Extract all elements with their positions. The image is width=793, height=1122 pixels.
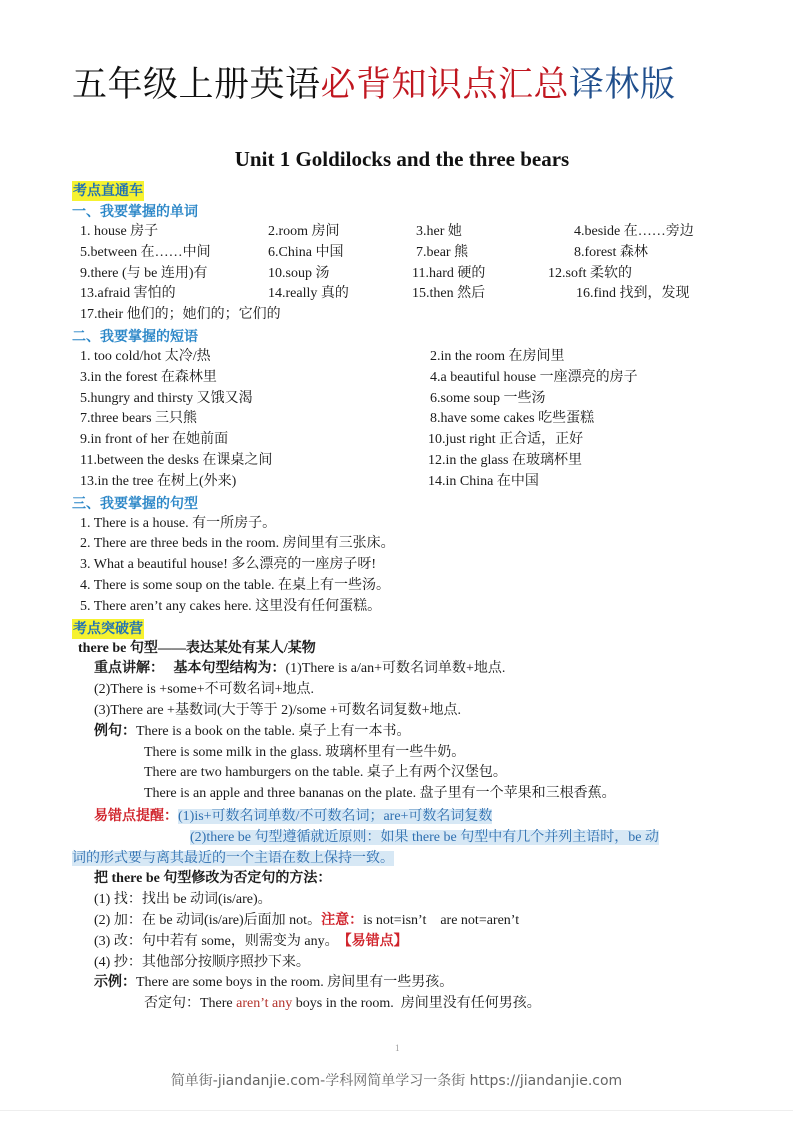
word-list — [72, 222, 732, 326]
word-item: 4.beside 在……旁边 — [574, 224, 694, 239]
page-title — [72, 62, 676, 108]
phrase-item: 9.in front of her 在她前面 — [80, 432, 229, 448]
words-heading: 一、我要掌握的单词 — [72, 204, 198, 220]
word-row — [72, 222, 732, 243]
step-item: (2) 加：在 be 动词(is/are)后面加 not。 — [94, 912, 322, 928]
example-sentence: There are two hamburgers on the table. 桌子上有两个汉堡包。 — [144, 765, 507, 781]
word-item: 3.her 她 — [416, 224, 462, 239]
word-row — [72, 243, 732, 264]
key-label: 重点讲解： — [94, 661, 164, 677]
word-item: 8.forest 森林 — [574, 244, 648, 260]
mistake-tag: 【易错点】 — [344, 933, 408, 949]
sentence-item: 3. What a beautiful house! 多么漂亮的一座房子呀! — [80, 557, 377, 573]
phrase-item: 13.in the tree 在树上(外来) — [80, 473, 237, 489]
page-number: 1 — [395, 1043, 400, 1053]
key-points — [72, 659, 732, 848]
word-item: 12.soft 柔软的 — [548, 265, 632, 281]
document-body — [72, 138, 732, 1015]
title-topic: 必背知识点汇总 — [320, 65, 570, 105]
footer-divider — [0, 1110, 793, 1111]
word-item: 2.room 房间 — [268, 224, 340, 239]
note-text: is not=isn’t are not=aren’t — [363, 912, 520, 928]
word-item: 17.their 他们的；她们的；它们的 — [80, 307, 281, 323]
phrase-item: 1. too cold/hot 太冷/热 — [80, 348, 211, 364]
phrase-item: 7.three bears 三只熊 — [80, 411, 198, 427]
word-item: 16.find 找到，发现 — [576, 286, 690, 302]
warning-rule-2-cont: 词的形式要与离其最近的一个主语在数上保持一致。 — [72, 850, 394, 866]
examples-label: 例句： — [94, 723, 136, 739]
watermark: 简单街-jiandanjie.com-学科网简单学习一条街 https://jiandanjie.com — [170, 1073, 623, 1089]
sentence-item: 4. There is some soup on the table. 在桌上有一些汤。 — [80, 577, 391, 593]
phrases-heading: 二、我要掌握的短语 — [72, 328, 198, 345]
phrase-row — [72, 472, 732, 493]
phrase-row — [72, 389, 732, 410]
word-item: 10.soup 汤 — [268, 265, 330, 281]
sentence-item: 1. There is a house. 有一所房子。 — [80, 515, 277, 531]
demo-neg-label: 否定句： — [144, 996, 200, 1012]
demo-sentence: There are some boys in the room. 房间里有一些男孩。 — [136, 975, 454, 991]
word-item: 15.then 然后 — [412, 286, 486, 302]
step-item: (3) 改：句中若有 some，则需变为 any。 — [94, 933, 339, 949]
example-sentence: There is an apple and three bananas on the plate. 盘子里有一个苹果和三根香蕉。 — [144, 786, 616, 802]
word-item: 11.hard 硬的 — [412, 265, 486, 281]
word-row — [72, 305, 732, 326]
phrase-row — [72, 409, 732, 430]
demo-neg-pre: There — [200, 996, 237, 1012]
negation-heading: 把 there be 句型修改为否定句的方法： — [94, 871, 332, 887]
phrase-item: 10.just right 正合适，正好 — [428, 432, 584, 448]
section-label-tupo: 考点突破营 — [73, 620, 143, 637]
word-item: 14.really 真的 — [268, 286, 349, 302]
demo-neg-post: boys in the room. 房间里没有任何男孩。 — [292, 996, 541, 1012]
phrase-item: 6.some soup 一些汤 — [430, 390, 546, 406]
phrase-item: 8.have some cakes 吃些蛋糕 — [430, 411, 595, 427]
word-row — [72, 264, 732, 285]
word-item: 1. house 房子 — [80, 224, 159, 239]
unit-title: Unit 1 Goldilocks and the three bears — [234, 147, 570, 171]
phrase-list — [72, 347, 732, 493]
word-item: 6.China 中国 — [268, 244, 344, 260]
phrase-item: 2.in the room 在房间里 — [430, 348, 565, 364]
phrase-row — [72, 430, 732, 451]
word-item: 7.bear 熊 — [416, 244, 469, 260]
example-sentence: There is some milk in the glass. 玻璃杯里有一些牛奶。 — [144, 744, 466, 760]
phrase-item: 11.between the desks 在课桌之间 — [80, 452, 273, 468]
warning-rule-2: (2)there be 句型遵循就近原则：如果 there be 句型中有几个并列主语时，be 动 — [190, 829, 659, 845]
phrase-item: 14.in China 在中国 — [428, 473, 539, 489]
key-structure-label: 基本句型结构为： — [173, 661, 286, 677]
sentence-item: 2. There are three beds in the room. 房间里有三张床。 — [80, 536, 395, 552]
word-item: 13.afraid 害怕的 — [80, 286, 176, 302]
phrase-row — [72, 451, 732, 472]
sentences-heading: 三、我要掌握的句型 — [72, 495, 198, 512]
word-item: 9.there (与 be 连用)有 — [80, 265, 208, 281]
word-row — [72, 284, 732, 305]
note-label: 注意： — [321, 912, 364, 928]
demo-neg-highlight: aren’t any — [236, 996, 293, 1012]
section-label-kaodian: 考点直通车 — [73, 183, 143, 199]
key-point: (2)There is +some+不可数名词+地点. — [94, 682, 315, 698]
phrase-item: 12.in the glass 在玻璃杯里 — [428, 452, 582, 468]
negation-section — [72, 869, 732, 1015]
phrase-row — [72, 368, 732, 389]
sentence-item: 5. There aren’t any cakes here. 这里没有任何蛋糕。 — [80, 598, 382, 614]
phrase-item: 5.hungry and thirsty 又饿又渴 — [80, 390, 253, 406]
example-sentence: There is a book on the table. 桌子上有一本书。 — [136, 723, 411, 739]
sentence-list — [72, 514, 732, 618]
step-item: (1) 找：找出 be 动词(is/are)。 — [94, 892, 272, 908]
key-point: (3)There are +基数词(大于等于 2)/some +可数名词复数+地点. — [94, 702, 462, 718]
key-point: (1)There is a/an+可数名词单数+地点. — [285, 661, 506, 677]
topic-heading: there be 句型——表达某处有某人/某物 — [78, 640, 316, 656]
step-item: (4) 抄：其他部分按顺序照抄下来。 — [94, 954, 310, 970]
title-edition: 译林版 — [569, 65, 676, 105]
title-grade: 五年级上册英语 — [72, 65, 321, 105]
warning-rule-1: (1)is+可数名词单数/不可数名词；are+可数名词复数 — [178, 808, 493, 824]
phrase-item: 3.in the forest 在森林里 — [80, 369, 217, 385]
warning-label: 易错点提醒： — [94, 808, 178, 824]
demo-label: 示例： — [94, 975, 136, 991]
phrase-item: 4.a beautiful house 一座漂亮的房子 — [430, 369, 638, 385]
phrase-row — [72, 347, 732, 368]
word-item: 5.between 在……中间 — [80, 244, 211, 260]
